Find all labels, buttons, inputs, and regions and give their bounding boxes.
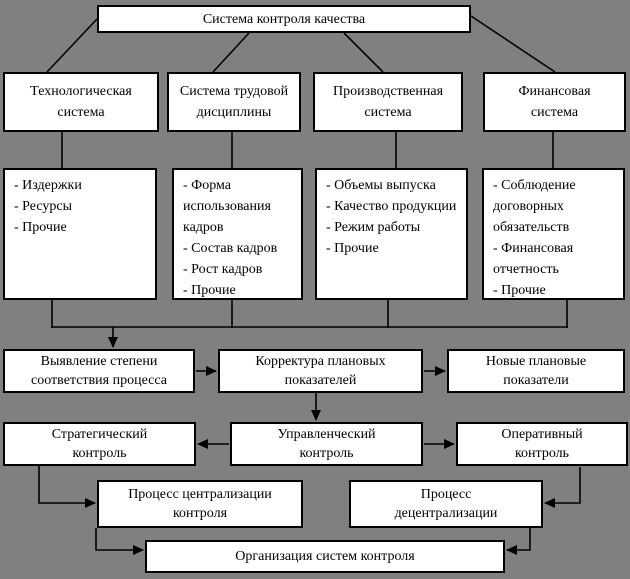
node-labor-discipline-system [167,72,301,132]
node-label: Система контроля качества [202,11,366,27]
arrow-strategic-centralization [39,466,95,503]
edge-root-fin [471,16,555,72]
node-financial-system [483,72,626,132]
edge-root-prod [344,33,383,72]
list-production-factors [315,168,468,300]
node-new-planned-indicators [447,349,625,393]
list-item: - Соблюдение договорных обязательств [493,178,576,235]
list-item: - Ресурсы [14,199,72,214]
node-label: Система трудовой дисциплины [179,84,289,120]
node-label: Новые плановые показатели [485,354,587,388]
list-item: - Прочие [183,283,236,298]
arrow-operational-decentralization [545,467,580,503]
node-label: Организация систем контроля [235,549,415,564]
node-label: Стратегический контроль [51,427,148,461]
node-label: Процесс децентрализации [394,487,498,521]
list-item: - Прочие [326,241,379,256]
node-label: Производственная система [332,84,444,120]
node-label: Технологическая система [30,84,132,120]
node-label: Оперативный контроль [501,427,583,461]
list-item: - Финансовая отчетность [493,241,574,277]
node-label: Корректура плановых показателей [255,354,386,388]
list-item: - Издержки [14,178,82,193]
edge-root-labor [213,33,249,72]
list-item: - Объемы выпуска [326,178,436,193]
list-item: - Качество продукции [326,199,457,214]
node-quality-control-system [97,5,471,33]
edge-root-tech [47,19,97,72]
list-technological-factors [3,168,157,300]
list-item: - Прочие [493,283,546,298]
list-financial-factors [482,168,625,300]
node-technological-system [3,72,159,132]
node-label: Финансовая система [518,84,591,120]
list-item: - Форма использования кадров [183,178,271,235]
list-item: - Прочие [14,220,67,235]
list-item: - Рост кадров [183,262,263,277]
list-labor-factors [172,168,303,300]
node-label: Выявление степени соответствия процесса [31,354,167,388]
node-label: Процесс централизации контроля [128,487,272,521]
node-strategic-control [3,422,196,466]
node-production-system [313,72,463,132]
node-managerial-control [230,422,423,466]
arrow-centralization-organization [96,528,143,550]
list-item: - Режим работы [326,220,421,235]
node-decentralization-process [349,480,543,528]
node-detect-process-conformity [3,349,195,393]
arrow-decentralization-organization [507,528,530,550]
node-operational-control [456,422,628,466]
list-item: - Состав кадров [183,241,278,256]
node-correct-planned-indicators [218,349,423,393]
node-control-systems-organization [145,540,505,573]
node-label: Управленческий контроль [277,427,376,461]
node-centralization-process [97,480,303,528]
